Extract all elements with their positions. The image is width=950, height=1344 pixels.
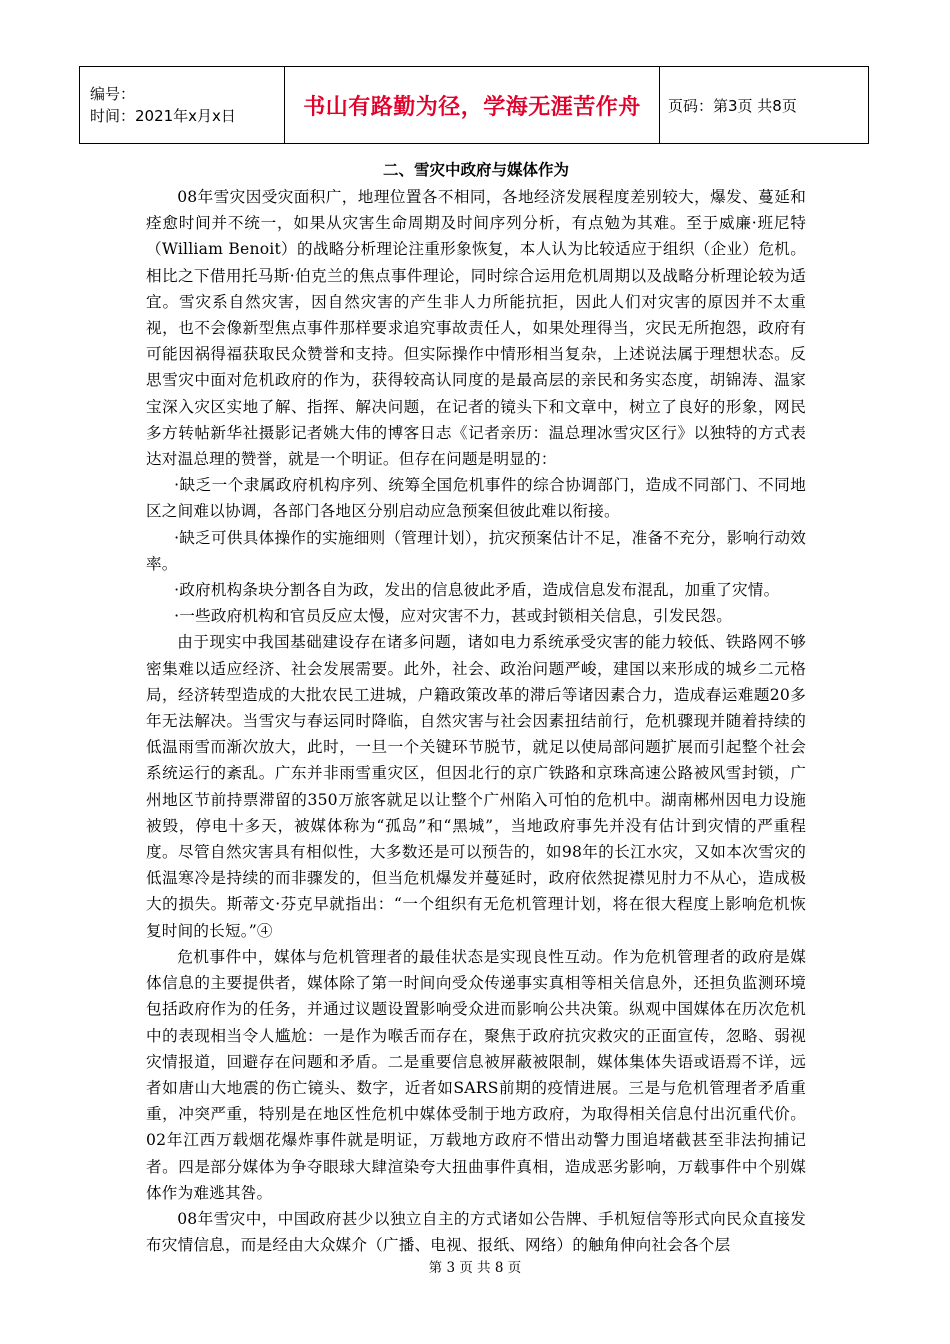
- header-motto: 书山有路勤为径，学海无涯苦作舟: [285, 67, 660, 144]
- paragraph: 危机事件中，媒体与危机管理者的最佳状态是实现良性互动。作为危机管理者的政府是媒体信息的主要提供者，媒体除了第一时间向受众传递事实真相等相关信息外，还担负监测环境包括政府作为的任务，并通过议题设置影响受众进而影响公共决策。纵观中国媒体在历次危机中的表现相当令人尴尬：一是作为喉舌而存在，聚焦于政府抗灾救灾的正面宣传，忽略、弱视灾情报道，回避存在问题和矛盾。二是重要信息被屏蔽被限制，媒体集体失语或语焉不详，远者如唐山大地震的伤亡镜头、数字，近者如SARS前期的疫情进展。三是与危机管理者矛盾重重，冲突严重，特别是在地区性危机中媒体受制于地方政府，为取得相关信息付出沉重代价。02年江西万载烟花爆炸事件就是明证，万载地方政府不惜出动警力围追堵截甚至非法拘捕记者。四是部分媒体为争夺眼球大肆渲染夸大扭曲事件真相，造成恶劣影响，万载事件中个别媒体作为难逃其咎。: [146, 947, 806, 1202]
- document-header: [79, 66, 869, 144]
- bullet-paragraph: ·一些政府机构和官员反应太慢，应对灾害不力，甚或封锁相关信息，引发民怨。: [174, 607, 733, 626]
- document-body: [146, 158, 806, 1258]
- section-title: 二、雪灾中政府与媒体作为: [382, 161, 569, 179]
- document-number-label: 编号：: [90, 85, 136, 103]
- page-footer: 第 3 页 共 8 页: [428, 1260, 522, 1276]
- bullet-paragraph: ·政府机构条块分割各自为政，发出的信息彼此矛盾，造成信息发布混乱，加重了灾情。: [174, 581, 780, 600]
- document-time-label: 时间：2021年x月x日: [90, 107, 236, 125]
- paragraph: 08年雪灾中，中国政府甚少以独立自主的方式诸如公告牌、手机短信等形式向民众直接发布灾情信息，而是经由大众媒介（广播、电视、报纸、网络）的触角伸向社会各个层: [146, 1209, 806, 1255]
- bullet-paragraph: ·缺乏一个隶属政府机构序列、统筹全国危机事件的综合协调部门，造成不同部门、不同地区之间难以协调，各部门各地区分别启动应急预案但彼此难以衔接。: [146, 476, 806, 521]
- bullet-paragraph: ·缺乏可供具体操作的实施细则（管理计划），抗灾预案估计不足，准备不充分，影响行动效率。: [146, 528, 806, 573]
- paragraph: 08年雪灾因受灾面积广，地理位置各不相同，各地经济发展程度差别较大，爆发、蔓延和痊愈时间并不统一，如果从灾害生命周期及时间序列分析，有点勉为其难。至于威廉·班尼特（William Benoit）的战略分析理论注重形象恢复，本人认为比较适应于组织（企业）危机。相比之下借用托马斯·伯克兰的焦点事件理论，同时综合运用危机周期以及战略分析理论较为适宜。雪灾系自然灾害，因自然灾害的产生非人力所能抗拒，因此人们对灾害的原因并不太重视，也不会像新型焦点事件那样要求追究事故责任人，如果处理得当，灾民无所抱怨，政府有可能因祸得福获取民众赞誉和支持。但实际操作中情形相当复杂，上述说法属于理想状态。反思雪灾中面对危机政府的作为，获得较高认同度的是最高层的亲民和务实态度，胡锦涛、温家宝深入灾区实地了解、指挥、解决问题，在记者的镜头下和文章中，树立了良好的形象，网民多方转帖新华社摄影记者姚大伟的博客日志《记者亲历：温总理冰雪灾区行》以独特的方式表达对温总理的赞誉，就是一个明证。但存在问题是明显的：: [146, 188, 806, 469]
- header-page-label: 页码：第3页 共8页: [660, 67, 869, 144]
- header-meta: [80, 67, 285, 144]
- paragraph: 由于现实中我国基础建设存在诸多问题，诸如电力系统承受灾害的能力较低、铁路网不够密集难以适应经济、社会发展需要。此外，社会、政治问题严峻，建国以来形成的城乡二元格局，经济转型造成的大批农民工进城，户籍政策改革的滞后等诸因素合力，造成春运难题20多年无法解决。当雪灾与春运同时降临，自然灾害与社会因素扭结前行，危机骤现并随着持续的低温雨雪而渐次放大，此时，一旦一个关键环节脱节，就足以使局部问题扩展而引起整个社会系统运行的紊乱。广东并非雨雪重灾区，但因北行的京广铁路和京珠高速公路被风雪封锁，广州地区节前持票滞留的350万旅客就足以让整个广州陷入可怕的危机中。湖南郴州因电力设施被毁，停电十多天，被媒体称为“孤岛”和“黑城”，当地政府事先并没有估计到灾情的严重程度。尽管自然灾害具有相似性，大多数还是可以预告的，如98年的长江水灾，又如本次雪灾的低温寒冷是持续的而非骤发的，但当危机爆发并蔓延时，政府依然捉襟见肘力不从心，造成极大的损失。斯蒂文·芬克早就指出：“一个组织有无危机管理计划，将在很大程度上影响危机恢复时间的长短。”④: [146, 633, 806, 940]
